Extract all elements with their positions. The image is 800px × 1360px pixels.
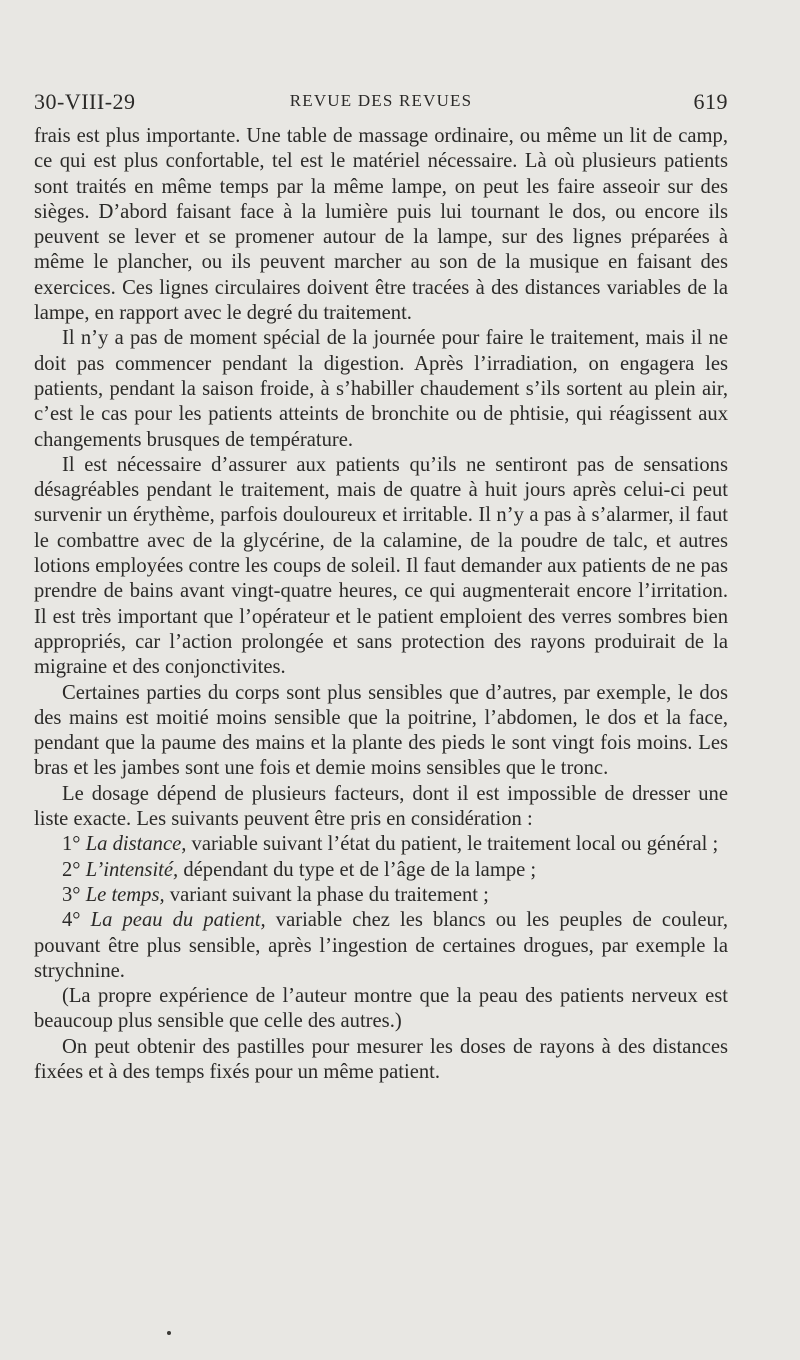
factor-number: 2°: [62, 858, 81, 881]
factor-item: [34, 832, 728, 857]
factor-item: [34, 908, 728, 984]
paragraph: Certaines parties du corps sont plus sensibles que d’autres, par exemple, le dos des mains est moitié moins sensible que la poitrine, l’abdomen, le dos et la face, pendant que la paume des mains et la plante des pieds le sont vingt fois moins. Les bras et les jambes sont une fois et demie moins sensibles que le tronc.: [34, 681, 728, 780]
factor-text: dépendant du type et de l’âge de la lampe ;: [178, 858, 537, 881]
article-body: [34, 124, 728, 1085]
paragraph: Il n’y a pas de moment spécial de la journée pour faire le traitement, mais il ne doit pas commencer pendant la digestion. Après l’irradiation, on engagera les patients, pendant la saison froide, à s’habiller chaudement s’ils sortent au plein air, c’est le cas pour les patients atteints de bronchite ou de phtisie, qui réagissent aux changements brusques de température.: [34, 327, 728, 451]
paragraph: Il est nécessaire d’assurer aux patients qu’ils ne sentiront pas de sensations désagréables pendant le traitement, mais de quatre à huit jours après celui-ci peut survenir un érythème, parfois douloureux et irritable. Il n’y a pas à s’alarmer, il faut le combattre avec de la glycérine, de la calamine, de la poudre de talc, et autres lotions employées contre les coups de soleil. Il faut demander aux patients de ne pas prendre de bains avant vingt-quatre heures, ce qui augmenterait encore l’irritation. Il est très important que l’opérateur et le patient emploient des verres sombres bien appropriés, car l’action prolongée et sans protection des rayons produirait de la migraine et des conjonctivites.: [34, 453, 728, 679]
paragraph: Le dosage dépend de plusieurs facteurs, dont il est impossible de dresser une liste exacte. Les suivants peuvent être pris en considération :: [34, 782, 728, 831]
factor-term: La peau du patient,: [90, 909, 266, 932]
factor-text: variable chez les blancs ou les peuples de couleur, pouvant être plus sensible, après l’ingestion de certaines drogues, par exemple la strychnine.: [34, 909, 729, 982]
page-number: 619: [693, 89, 728, 114]
paragraph: (La propre expérience de l’auteur montre que la peau des patients nerveux est beaucoup plus sensible que celle des autres.): [34, 985, 728, 1033]
factor-text: variant suivant la phase du traitement ;: [164, 883, 489, 906]
factor-item: [34, 858, 728, 883]
factor-number: 1°: [62, 833, 81, 856]
factor-term: L’intensité,: [85, 858, 179, 881]
header-date: 30-VIII-29: [34, 89, 136, 114]
factor-term: La distance,: [85, 833, 187, 856]
factor-term: Le temps,: [85, 883, 165, 906]
factor-number: 3°: [62, 883, 81, 906]
factor-number: 4°: [62, 909, 81, 932]
paragraph: On peut obtenir des pastilles pour mesurer les doses de rayons à des distances fixées et à des temps fixés pour un même patient.: [34, 1035, 728, 1083]
ink-speck: [167, 1331, 171, 1335]
paragraph: frais est plus importante. Une table de massage ordinaire, ou même un lit de camp, ce qui est plus confortable, tel est le matériel nécessaire. Là où plusieurs patients sont traités en même temps par la même lampe, on peut les faire asseoir sur des sièges. D’abord faisant face à la lumière puis lui tournant le dos, ou encore ils peuvent se lever et se promener autour de la lampe, sur des lignes préparées à même le plancher, ou ils peuvent marcher au son de la musique en faisant des exercices. Ces lignes circulaires doivent être tracées à des distances variables de la lampe, en rapport avec le degré du traitement.: [34, 125, 728, 325]
factor-text: variable suivant l’état du patient, le traitement local ou général ;: [186, 833, 719, 856]
factor-item: [34, 883, 728, 908]
running-header: [34, 89, 728, 123]
journal-title: REVUE DES REVUES: [289, 91, 473, 110]
